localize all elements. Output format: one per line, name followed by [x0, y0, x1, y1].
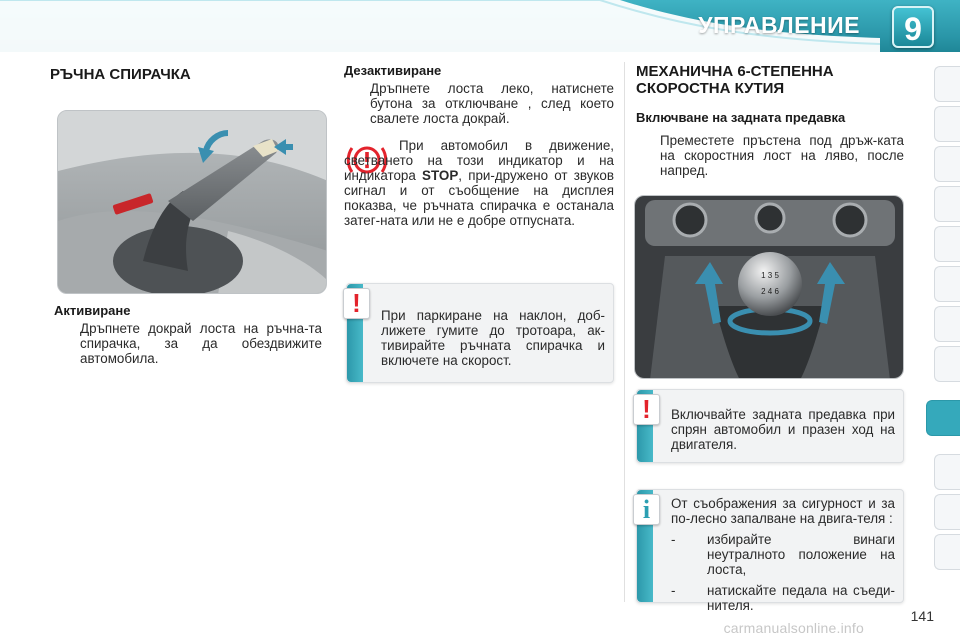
dash-marker: -	[671, 532, 676, 547]
chapter-tab[interactable]	[934, 226, 960, 262]
deactivation-title: Дезактивиране	[344, 63, 442, 78]
list-item-text: натискайте педала на съеди-нителя.	[707, 583, 895, 613]
deactivation-text: Дръпнете лоста леко, натиснете бутона за отключване , след което свалете лоста докрай.	[370, 81, 614, 126]
chapter-tab[interactable]	[934, 106, 960, 142]
dash-marker: -	[671, 583, 676, 598]
watermark: carmanualsonline.info	[723, 620, 864, 636]
chapter-header	[0, 0, 960, 52]
safety-info-intro: От съображения за сигурност и за по-лесно запалване на двига-теля :	[671, 496, 895, 526]
chapter-tab[interactable]	[934, 346, 960, 382]
chapter-tab[interactable]	[934, 186, 960, 222]
brake-warning-text	[344, 138, 614, 228]
handbrake-title: РЪЧНА СПИРАЧКА	[50, 66, 191, 83]
parking-warning-note	[346, 283, 614, 383]
activation-title: Активиране	[54, 303, 131, 318]
chapter-tab[interactable]	[934, 534, 960, 570]
safety-info-text	[671, 496, 895, 613]
column-divider	[624, 62, 625, 602]
list-item	[671, 583, 895, 613]
activation-text: Дръпнете докрай лоста на ръчна-та спирачка, за да обездвижите автомобила.	[80, 321, 322, 366]
reverse-gear-title: Включване на задната предавка	[636, 110, 846, 125]
info-icon: i	[633, 494, 660, 525]
list-item	[671, 532, 895, 577]
chapter-tab[interactable]	[934, 266, 960, 302]
chapter-number-badge: 9	[892, 6, 934, 48]
stop-indicator-label: STOP	[422, 168, 459, 183]
chapter-tab[interactable]	[934, 454, 960, 490]
side-chapter-tabs	[930, 66, 960, 576]
warning-exclamation-icon: !	[343, 288, 370, 319]
reverse-gear-warning-note	[636, 389, 904, 463]
handbrake-photo	[57, 110, 327, 294]
chapter-tab[interactable]	[934, 66, 960, 102]
reverse-gear-warning-text: Включвайте задната предавка при спрян автомобил и празен ход на двигателя.	[671, 407, 895, 452]
gear-knob-pattern-top: 1 3 5	[761, 271, 779, 280]
parking-warning-text: При паркиране на наклон, доб-лижете гумите до тротоара, ак-тивирайте ръчната спирачка и включете на скорост.	[381, 308, 605, 368]
gearbox-title: МЕХАНИЧНА 6-СТЕПЕННА СКОРОСТНА КУТИЯ	[636, 63, 834, 97]
handbrake-illustration	[58, 111, 327, 294]
chapter-tab[interactable]	[934, 146, 960, 182]
warning-exclamation-icon: !	[633, 394, 660, 425]
chapter-tab[interactable]	[934, 494, 960, 530]
gear-lever-photo	[634, 195, 904, 379]
reverse-gear-text: Преместете пръстена под дръж-ката на скоростния лост на ляво, после напред.	[660, 133, 904, 178]
page-number: 141	[910, 608, 934, 624]
chapter-title: УПРАВЛЕНИЕ	[698, 12, 860, 38]
chapter-tab-active[interactable]	[926, 400, 960, 436]
chapter-tab[interactable]	[934, 306, 960, 342]
list-item-text: избирайте винаги неутралното положение на лоста,	[707, 532, 895, 577]
brake-warning-text-part: При автомобил в движение, светването на този индикатор и на индикатора	[344, 138, 614, 183]
gear-knob-pattern-bottom: 2 4 6	[761, 287, 779, 296]
gear-lever-illustration	[635, 196, 904, 379]
safety-info-note	[636, 489, 904, 613]
brake-warning-text-part: , при-дружено от звуков сигнал и от съобщение на дисплея показва, че ръчната спирачка е останала затег-ната или не е добре отпусната.	[344, 168, 614, 228]
